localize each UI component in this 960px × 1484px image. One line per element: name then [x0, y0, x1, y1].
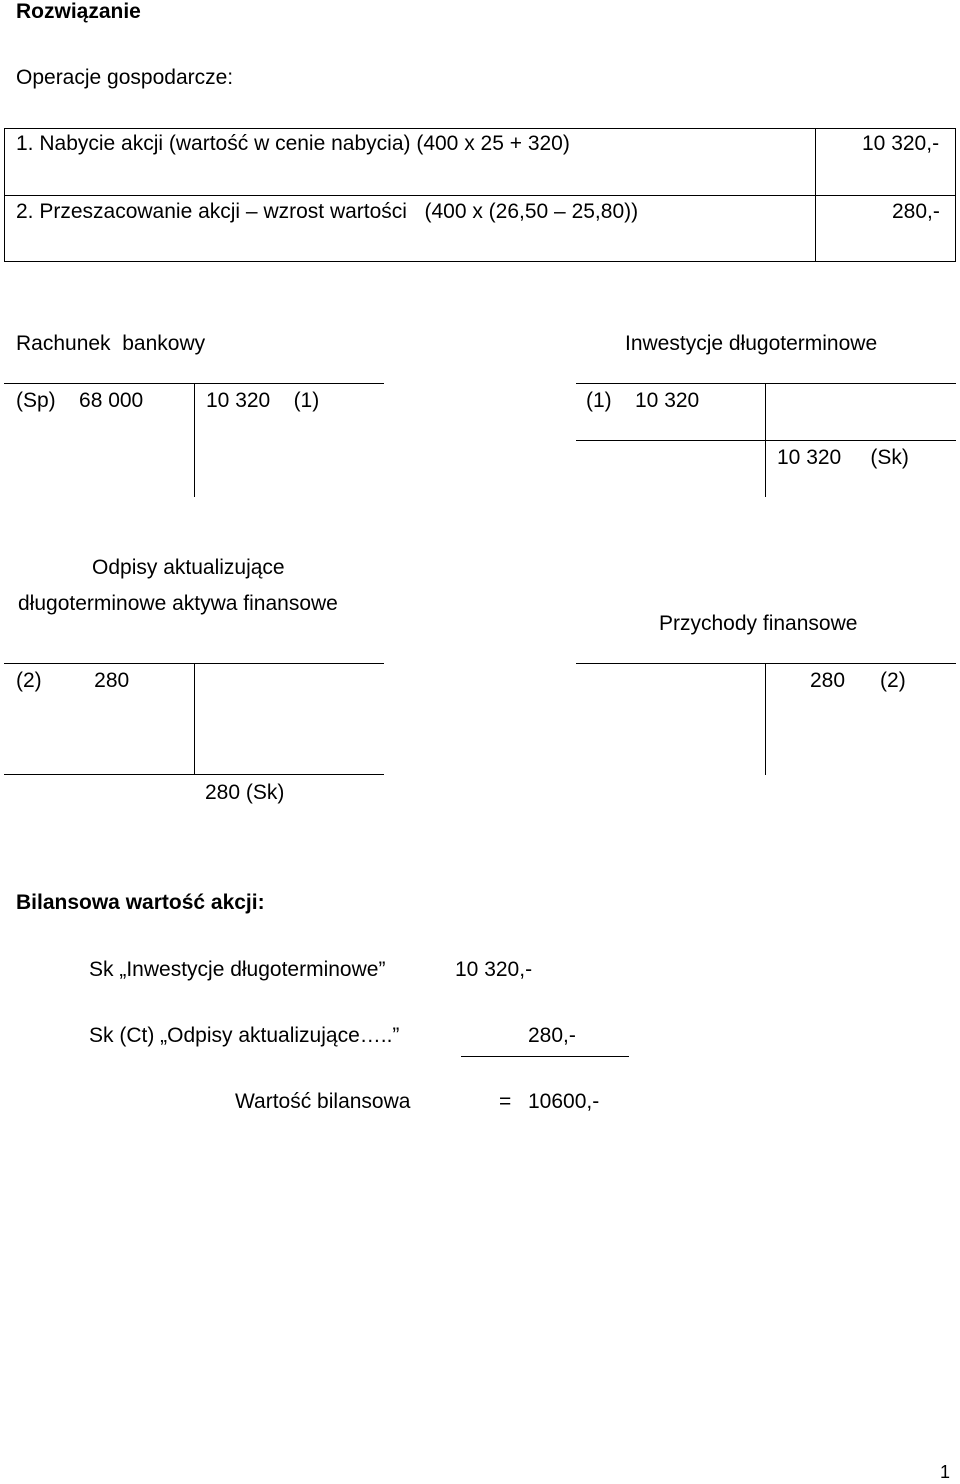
- account-bank-center-line: [194, 383, 195, 497]
- operations-title: Operacje gospodarcze:: [16, 66, 234, 89]
- balance-sum-line: [461, 1056, 629, 1057]
- operation-2-label: 2. Przeszacowanie akcji – wzrost wartości (400 x (26,50 – 25,80)): [16, 200, 639, 223]
- balance-line1-value: 10 320,-: [455, 958, 533, 981]
- balance-line1-label: Sk „Inwestycje długoterminowe”: [89, 958, 386, 981]
- account-investments-closing-balance: 10 320 (Sk): [777, 446, 909, 469]
- account-writedowns-title-line1: Odpisy aktualizujące: [92, 556, 285, 579]
- account-writedowns-center-line: [194, 663, 195, 775]
- account-investments-top-line: [576, 383, 956, 384]
- balance-result-equals: =: [499, 1090, 512, 1113]
- account-writedowns-balance-line: [4, 774, 384, 775]
- balance-title: Bilansowa wartość akcji:: [16, 891, 265, 914]
- account-bank-credit-entry: 10 320 (1): [206, 389, 320, 412]
- balance-result-value: 10600,-: [528, 1090, 600, 1113]
- account-income-credit-entry: 280 (2): [810, 669, 906, 692]
- table-row-divider: [5, 195, 955, 196]
- account-writedowns-closing-balance: 280 (Sk): [205, 781, 285, 804]
- account-investments-balance-line: [576, 440, 956, 441]
- account-bank-debit-entry: (Sp) 68 000: [16, 389, 144, 412]
- account-bank-title: Rachunek bankowy: [16, 332, 206, 355]
- account-writedowns-title-line2: długoterminowe aktywa finansowe: [18, 592, 338, 615]
- account-investments-title: Inwestycje długoterminowe: [625, 332, 878, 355]
- account-writedowns-debit-entry: (2) 280: [16, 669, 130, 692]
- account-income-title: Przychody finansowe: [659, 612, 858, 635]
- balance-line2-value: 280,-: [528, 1024, 576, 1047]
- table-column-divider: [815, 129, 816, 261]
- operation-1-amount: 10 320,-: [862, 132, 940, 155]
- page-heading: Rozwiązanie: [16, 0, 141, 23]
- account-income-center-line: [765, 663, 766, 775]
- account-investments-debit-entry: (1) 10 320: [586, 389, 700, 412]
- operation-2-amount: 280,-: [892, 200, 940, 223]
- page-number: 1: [940, 1462, 951, 1482]
- operation-1-label: 1. Nabycie akcji (wartość w cenie nabycia) (400 x 25 + 320): [16, 132, 570, 155]
- balance-line2-label: Sk (Ct) „Odpisy aktualizujące…..”: [89, 1024, 400, 1047]
- balance-result-label: Wartość bilansowa: [235, 1090, 411, 1113]
- account-income-top-line: [576, 663, 956, 664]
